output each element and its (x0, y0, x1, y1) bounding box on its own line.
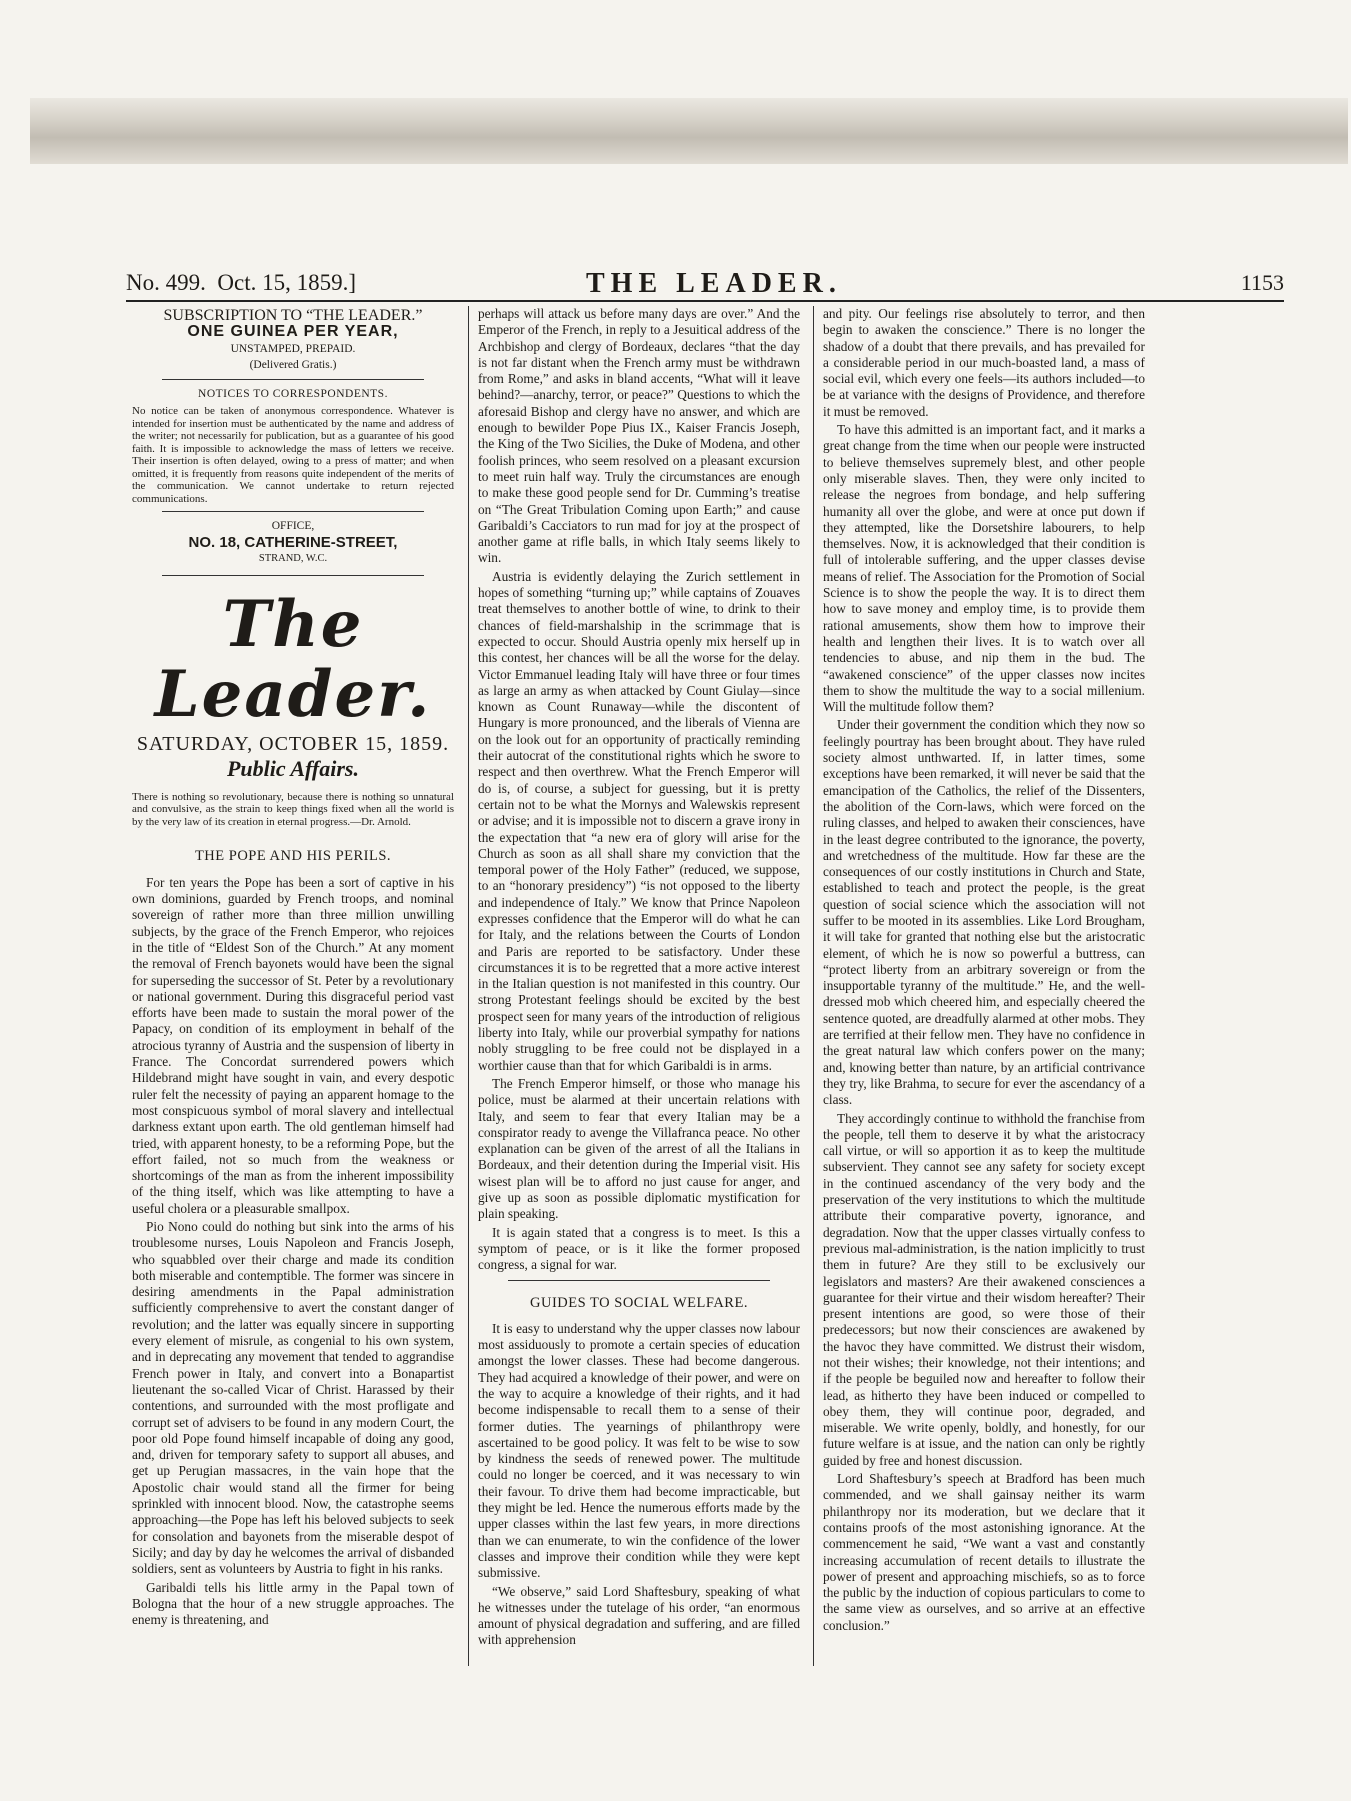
page-header (126, 268, 1284, 302)
article-paragraph: Pio Nono could do nothing but sink into the arms of his troublesome nurses, Louis Napoleon and Francis Joseph, who squabbled over their charge and made its condition both miserable and contemptible. The former was sincere in desiring amendments in the Papal administration sufficiently comprehensive to avert the constant danger of revolution; and the latter was equally sincere in supporting every element of misrule, as congenial to his own system, and in deprecating any movement that tended to aggrandise French power in Italy, and convert into a Bonapartist lieutenant the so-called Vicar of Christ. Harassed by their contentions, and surrounded with the most profligate and corrupt set of advisers to be found in any modern Court, the poor old Pope found himself incapable of doing any good, and, driven for temporary safety to support all abuses, and get up Perugian massacres, in the vain hope that the Apostolic chair would stand all the firmer for being sprinkled with innocent blood. Now, the catastrophe seems approaching—the Pope has left his beloved subjects to seek for consolation and bayonets from the miserable despot of Sicily; and day by day he welcomes the arrival of disbanded soldiers, sent as volunteers by Austria to fight in his ranks. (132, 1219, 454, 1577)
divider (162, 575, 424, 576)
notices-body: No notice can be taken of anonymous correspondence. Whatever is intended for insertion must be authenticated by the name and address of the writer; not necessarily for publication, but as a guarantee of his good faith. It is impossible to acknowledge the mass of letters we receive. Their insertion is often delayed, owing to a press of matter; and when omitted, it is frequently from reasons quite independent of the merits of the communication. We cannot undertake to return rejected communications. (132, 405, 454, 505)
article-paragraph: “We observe,” said Lord Shaftesbury, speaking of what he witnesses under the tutelage of his order, “an enormous amount of physical degradation and suffering, and are filled with apprehension (478, 1583, 800, 1648)
subscription-terms: UNSTAMPED, PREPAID. (230, 342, 356, 355)
article-paragraph: Garibaldi tells his little army in the Papal town of Bologna that the hour of a new struggle approaches. The enemy is threatening, and (132, 1579, 454, 1628)
article-paragraph: and pity. Our feelings rise absolutely to terror, and then begin to awaken the conscience.” There is no longer the shadow of a doubt that there prevails, and has prevailed for a considerable period in our much-boasted land, a mass of social evil, which every one feels—its authors included—to be at variance with the designs of Providence, and therefore it must be removed. (823, 306, 1145, 419)
newspaper-title: THE LEADER. (586, 268, 842, 299)
issue-number: No. 499. Oct. 15, 1859.] (126, 270, 356, 295)
subscription-delivery: (Delivered Gratis.) (249, 358, 337, 371)
article-paragraph: Under their government the condition which they now so feelingly pourtray has been brought about. They have ruled society almost unthwarted. If, in latter times, some exceptions have been remarked, it will never be said that the emancipation of the Catholics, the relief of the Dissenters, the abolition of the Corn-laws, which were forced on the ruling classes, and helped to awaken their consciences, have in the least degree contributed to the ignorance, the poverty, and wretchedness of the multitude. How far these are the consequences of our costly institutions in Church and State, established to teach and protect the people, is the great question of social science which the association will not suffer to be mooted in its assemblies. Like Lord Brougham, it will take for granted that nothing else but the aristocratic element, of which he is now so powerful a buttress, can “protect liberty from an arbitrary sovereign or from the insupportable tyranny of the multitude.” He, and the well-dressed mob which cheered him, and especially cheered the sentence quoted, are dreadfully alarmed at other mobs. They are terrified at their fellow men. They have no confidence in the great natural law which confers power on the many; and, knowing better than nature, by an artificial contrivance they try, like Brahma, to secure for ever the ascendancy of a class. (823, 717, 1145, 1108)
header-date: Oct. 15, 1859.] (217, 270, 356, 295)
article-paragraph: It is again stated that a congress is to meet. Is this a symptom of peace, or is it like the former proposed congress, a signal for war. (478, 1224, 800, 1273)
article-paragraph: They accordingly continue to withhold the franchise from the people, tell them to deserve it by what the aristocracy call virtue, or will so apportion it as to keep the multitude subservient. They cannot see any safety for society except in the continued ascendancy of the very body and the preservation of the very institutions to which the multitude attribute their comparative poverty, ignorance, and degradation. Now that the upper classes virtually confess to previous mal-administration, is the nation implicitly to trust them in future? Are they still to be exclusively our legislators and masters? Are their awakened consciences a guarantee for their virtue and their wisdom hereafter? Their present intentions are good, so were those of their predecessors; but now their consciences are awakened by the havoc they have committed. We distrust their wisdom, not their wishes; their knowledge, not their intentions; and if the people be beguiled now and hereafter to follow their lead, as hitherto they have been induced or compelled to obey them, they will continue poor, degraded, and miserable. We write openly, boldly, and honestly, for our future welfare is at issue, and the nation can only be rightly guided by free and honest discussion. (823, 1110, 1145, 1468)
divider (508, 1280, 770, 1281)
article-paragraph: The French Emperor himself, or those who manage his police, must be alarmed at their uncertain relations with Italy, and seem to fear that every Italian may be a conspirator ready to avenge the Villafranca peace. No other explanation can be given of the arrest of all the Italians in Bordeaux, and their detention during the Imperial visit. His wisest plan will be to afford no just cause for anger, and give up as soon as possible diplomatic mystification for plain speaking. (478, 1075, 800, 1222)
column-1 (132, 306, 454, 1706)
article-paragraph: To have this admitted is an important fact, and it marks a great change from the time when our people were instructed to believe themselves supremely blest, and other people only miserable slaves. Then, they were only incited to release the negroes from bondage, and help suffering humanity all over the globe, and were at once put down if they attempted, like the Dorsetshire labourers, to help themselves. Now, it is acknowledged that their condition is full of intolerable suffering, and the upper classes devise means of relief. The Association for the Promotion of Social Science is to show the people the way. It is to direct them how to save money and employ time, is to provide them rational amusements, show them how to improve their health and lengthen their lives. It is to watch over all tendencies to abuse, and nip them in the bud. The “awakened conscience” of the upper classes now incites them to show the multitude the way to a social millenium. Will the multitude follow them? (823, 422, 1145, 715)
page-number: 1153 (1240, 270, 1284, 295)
office-address: NO. 18, CATHERINE-STREET, (188, 533, 398, 551)
article-paragraph: Lord Shaftesbury’s speech at Bradford has been much commended, and we shall gainsay neither its warm philanthropy nor its moderation, but we declare that it contains proofs of the most astonishing ignorance. At the commencement he said, “We want a vast and constantly increasing accumulation of recent details to illustrate the power of present and approaching mischiefs, so as to force the public by the induction of copious particulars to come to the same view as ourselves, and so arrive at an effective conclusion.” (823, 1471, 1145, 1633)
article-paragraph: perhaps will attack us before many days are over.” And the Emperor of the French, in reply to a Jesuitical address of the Archbishop and clergy of Bordeaux, declares “that the day is not far distant when the French army must be withdrawn from Rome,” and asks in bland accents, “What will it leave behind?—anarchy, terror, or peace?” Questions to which the aforesaid Bishop and clergy have no answer, and which are enough to bewilder Pope Pius IX., Kaiser Francis Joseph, the King of the Two Sicilies, the Duke of Modena, and other foolish princes, who seem resolved on a pleasant excursion to meet ruin half way. Truly the circumstances are enough to make these good people send for Dr. Cumming’s treatise on “The Great Tribulation Coming upon Earth;” and cause Garibaldi’s Cacciators to run mad for joy at the prospect of another game at rifle balls, in which Italy seems likely to win. (478, 306, 800, 566)
subscription-price: ONE GUINEA PER YEAR, (187, 323, 399, 341)
office-label: OFFICE, (271, 520, 315, 533)
issue-date: SATURDAY, OCTOBER 15, 1859. (136, 733, 450, 756)
column-rule (468, 306, 469, 1666)
article-title: GUIDES TO SOCIAL WELFARE. (530, 1294, 748, 1311)
article-paragraph: For ten years the Pope has been a sort of captive in his own dominions, guarded by French troops, and nominal sovereign of rather more than three million unwilling subjects, by the grace of the French Emperor, who rejoices in the title of “Eldest Son of the Church.” At any moment the removal of French bayonets would have been the signal for superseding the successor of St. Peter by a revolutionary or national government. During this disgraceful period vast efforts have been made to sustain the moral power of the Papacy, on condition of its employment in behalf of the atrocious tyranny of Austria and the suspension of liberty in France. The Concordat surrendered powers which Hildebrand might have sought in vain, and every despotic ruler felt the necessity of paying an apparent homage to the most conspicuous symbol of moral slavery and intellectual darkness extant upon earth. The old gentleman himself had tried, with apparent honesty, to be a reforming Pope, but the effort failed, not so much from the weakness or shortcomings of the man as from the inherent impossibility of the thing itself, which was like attempting to have a useful cholera or a pleasurable smallpox. (132, 874, 454, 1216)
masthead-logo: The Leader. (154, 587, 432, 733)
column-rule (813, 306, 814, 1666)
section-heading: Public Affairs. (226, 755, 359, 781)
divider (162, 379, 424, 380)
column-2 (478, 306, 800, 1706)
article-paragraph: Austria is evidently delaying the Zurich settlement in hopes of something “turning up;” while captains of Zouaves treat themselves to another bottle of wine, to drink to their chances of field-marshalship in the scrimmage that is expected to occur. Should Austria openly mix herself up in this contest, her chances will be all the worse for the delay. Victor Emmanuel leading Italy will have three or four times as large an army as when attacked by Count Giulay—since known as Count Runaway—while the discontent of Hungary is more pronounced, and the liberals of Vienna are on the look out for an opportunity of practically reminding their autocrat of the constitutional rights which he swore to respect and then overthrew. What the French Emperor will do is, of course, a subject for guessing, but it is pretty certain not to be what the Mornys and Walewskis represent or advise; and it is impossible not to discern a grave irony in the expectation that “a new era of glory will arise for the Church as soon as all shall share my conviction that the temporal power of the Holy Father” (reduced, we suppose, to an “honorary presidency”) “is not opposed to the liberty and independence of Italy.” We know that Prince Napoleon expresses confidence that the Emperor will do what he can for Italy, and the relations between the Courts of London and Paris are reported to be satisfactory. Under these circumstances it is to be regretted that a more active interest in the Italian question is not manifested in this country. Our strong Protestant feelings should be excited by the best prospect seen for many years of the introduction of religious liberty into Italy, while our proverbial sympathy for nations nobly struggling to be free could not be displayed in a worthier cause than that for which Garibaldi is in arms. (478, 568, 800, 1073)
scan-edge-band (30, 98, 1348, 164)
office-district: STRAND, W.C. (258, 553, 328, 565)
column-3 (823, 306, 1145, 1706)
article-title: THE POPE AND HIS PERILS. (194, 848, 392, 865)
epigraph: There is nothing so revolutionary, because there is nothing so unnatural and convulsive, as the strain to keep things fixed when all the world is by the very law of its creation in eternal progress.—Dr. Arnold. (132, 790, 454, 828)
article-paragraph: It is easy to understand why the upper classes now labour most assiduously to promote a certain species of education amongst the lower classes. These had become dangerous. They had acquired a knowledge of their power, and were on the way to acquire a knowledge of their rights, and it had become indispensable to recall them to a sense of their former duties. The yearnings of philanthropy were ascertained to be good policy. It was felt to be wise to sow by kindness the seeds of renewed power. The multitude could no longer be coerced, and it was necessary to win their favour. To drive them had become impracticable, but they might be led. Hence the numerous efforts made by the upper classes within the last few years, in more directions than we can enumerate, to win the confidence of the lower classes and improve their condition while they were kept submissive. (478, 1320, 800, 1581)
subscription-heading: SUBSCRIPTION TO “THE LEADER.” (163, 307, 423, 324)
divider (162, 511, 424, 512)
notices-heading: NOTICES TO CORRESPONDENTS. (198, 388, 388, 401)
